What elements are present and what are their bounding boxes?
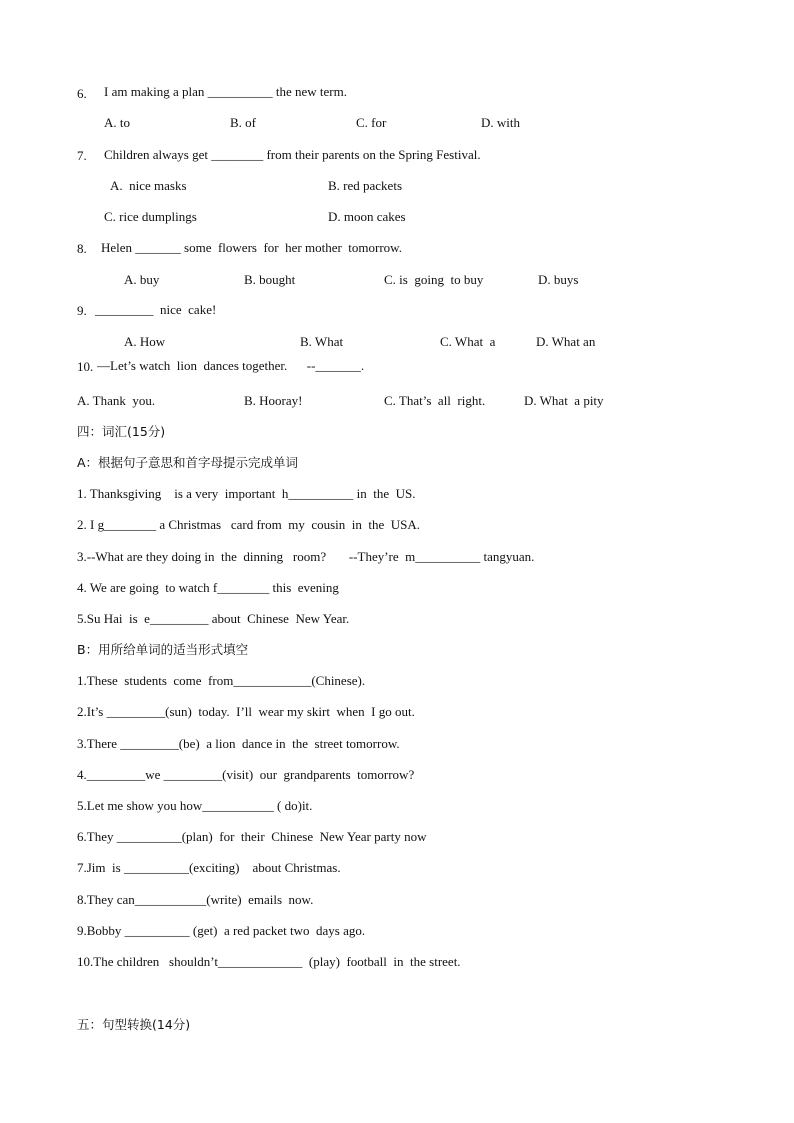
list-item: 5.Let me show you how___________ ( do)it. (77, 798, 313, 813)
list-item: 7.Jim is __________(exciting) about Christmas. (77, 860, 341, 875)
option-b: B. of (230, 115, 256, 130)
option-c: C. is going to buy (384, 272, 484, 287)
question-number: 9. (77, 303, 87, 318)
list-item: 8.They can___________(write) emails now. (77, 892, 314, 907)
question-text: I am making a plan __________ the new term. (104, 84, 347, 99)
list-item: 10.The children shouldn’t_____________ (play) football in the street. (77, 954, 461, 969)
list-item: 2.It’s _________(sun) today. I’ll wear my skirt when I go out. (77, 704, 415, 719)
list-item: 4. We are going to watch f________ this evening (77, 580, 339, 595)
option-c: C. rice dumplings (104, 209, 197, 224)
list-item: 9.Bobby __________ (get) a red packet two days ago. (77, 923, 366, 938)
list-item: 5.Su Hai is e_________ about Chinese New Year. (77, 611, 350, 626)
option-a: A. How (124, 334, 166, 349)
question-text: Helen _______ some flowers for her mother tomorrow. (101, 240, 402, 255)
list-item: 1.These students come from____________(Chinese). (77, 673, 366, 688)
option-c: C. What a (440, 334, 496, 349)
option-c: C. That’s all right. (384, 393, 486, 408)
list-item: 3.There _________(be) a lion dance in the street tomorrow. (77, 736, 400, 751)
question-number: 6. (77, 86, 87, 101)
option-c: C. for (356, 115, 387, 130)
list-item: 4._________we _________(visit) our grandparents tomorrow? (77, 767, 415, 782)
list-item: 3.--What are they doing in the dinning room? --They’re m__________ tangyuan. (77, 549, 535, 564)
option-a: A. to (104, 115, 130, 130)
option-a: A. buy (124, 272, 160, 287)
question-number: 10. (77, 359, 94, 374)
option-b: B. What (300, 334, 344, 349)
option-b: B. bought (244, 272, 296, 287)
list-item: 1. Thanksgiving is a very important h__________ in the US. (77, 486, 416, 501)
question-text: _________ nice cake! (95, 302, 217, 317)
option-a: A. Thank you. (77, 393, 156, 408)
option-d: D. What a pity (524, 393, 604, 408)
option-a: A. nice masks (110, 178, 187, 193)
option-b: B. Hooray! (244, 393, 303, 408)
question-text: Children always get ________ from their parents on the Spring Festival. (104, 147, 481, 162)
section-4-title: 四：词汇(15分) (77, 424, 166, 439)
list-item: 6.They __________(plan) for their Chinese New Year party now (77, 829, 427, 844)
question-number: 7. (77, 148, 87, 163)
section-5-title: 五：句型转换(14分) (77, 1017, 191, 1032)
question-text: —Let’s watch lion dances together. --_______. (97, 358, 365, 373)
option-d: D. buys (538, 272, 579, 287)
option-b: B. red packets (328, 178, 403, 193)
option-d: D. moon cakes (328, 209, 406, 224)
list-item: 2. I g________ a Christmas card from my cousin in the USA. (77, 517, 421, 532)
question-number: 8. (77, 241, 87, 256)
option-d: D. What an (536, 334, 596, 349)
section-4b-title: B：用所给单词的适当形式填空 (77, 642, 249, 657)
section-4a-title: A：根据句子意思和首字母提示完成单词 (77, 455, 299, 470)
option-d: D. with (481, 115, 520, 130)
